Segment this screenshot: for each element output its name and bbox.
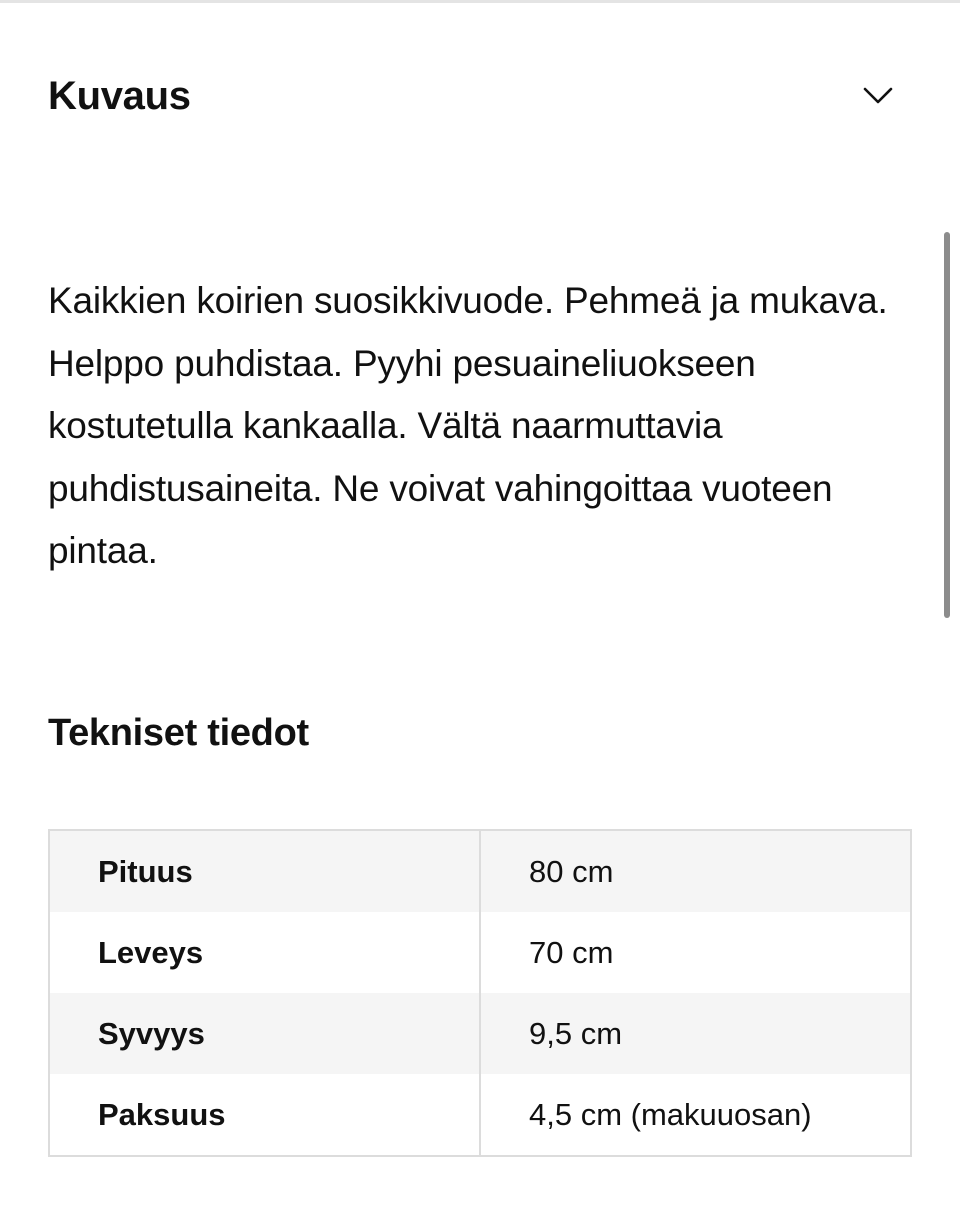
spec-label: Syvyys: [50, 993, 481, 1074]
description-accordion-header[interactable]: [48, 60, 912, 132]
spec-value: 70 cm: [529, 934, 614, 970]
spec-label: Pituus: [50, 831, 481, 912]
table-row: [50, 1074, 910, 1155]
table-row: [50, 912, 910, 993]
spec-value: 80 cm: [529, 853, 614, 889]
table-row: [50, 831, 910, 912]
description-text: Kaikkien koirien suosikkivuode. Pehmeä ja mukava. Helppo puhdistaa. Pyyhi pesuaineliuokseen kostutetulla kankaalla. Vältä naarmuttavia puhdistusaineita. Ne voivat vahingoittaa vuoteen pintaa.: [48, 280, 888, 571]
spec-label: Paksuus: [50, 1074, 481, 1155]
chevron-down-icon[interactable]: [860, 78, 896, 114]
description-title: Kuvaus: [48, 73, 191, 118]
spec-label: Leveys: [50, 912, 481, 993]
top-divider: [0, 0, 960, 4]
table-row: [50, 993, 910, 1074]
tech-specs-table: [48, 829, 912, 1157]
scrollbar[interactable]: [944, 232, 950, 618]
spec-value: 4,5 cm (makuuosan): [529, 1096, 812, 1132]
tech-specs-title: Tekniset tiedot: [48, 712, 309, 754]
spec-value: 9,5 cm: [529, 1015, 623, 1051]
